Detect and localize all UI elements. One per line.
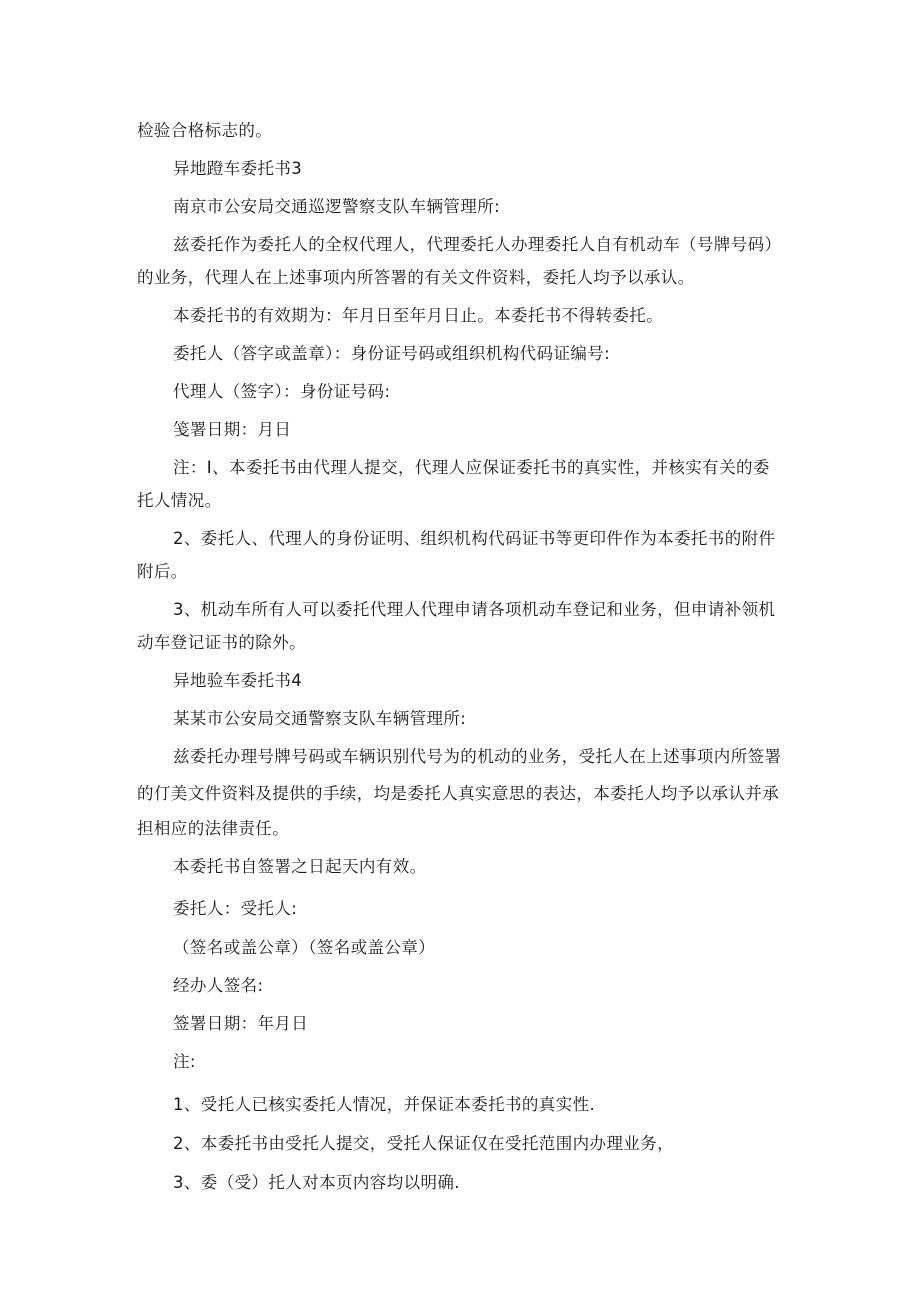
- paragraph-4-line-2: 的仃美文件资料及提供的手续，均是委托人真实意思的表达，本委托人均予以承认并承: [137, 784, 780, 803]
- note-4-1: 1、受托人已核实委托人情况，并保证本委托书的真实性.: [173, 1095, 596, 1114]
- paragraph-3-line-1: 兹委托作为委托人的全权代理人，代理委托人办理委托人自有机动车（号牌号码）: [173, 235, 782, 254]
- paragraph-4-line-1: 兹委托办理号牌号码或车辆识别代号为的机动的业务，受托人在上述事项内所签署: [173, 747, 782, 766]
- principal-line-3: 委托人（答字或盖章）：身份证号码或组织机构代码证编号:: [173, 344, 611, 363]
- validity-4: 本委托书自签署之日起天内有效。: [173, 857, 427, 876]
- note-1-line-2: 托人情况。: [137, 491, 222, 510]
- sign-date-3: 笺署日期：月日: [173, 420, 292, 439]
- note-2-line-2: 附后。: [137, 562, 188, 581]
- handler-line-4: 经办人签名:: [173, 976, 264, 995]
- note-4-2: 2、本委托书由受托人提交，受托人保证仅在受托范围内办理业务，: [173, 1134, 674, 1153]
- note-4-3: 3、委（受）托人对本页内容均以明确.: [173, 1173, 460, 1192]
- addressee-4: 某某市公安局交通警察支队车辆管理所:: [173, 709, 467, 728]
- parties-line-4: 委托人：受托人:: [173, 899, 298, 918]
- note-3-line-2: 动车登记证书的除外。: [137, 633, 306, 652]
- addressee-3: 南京市公安局交通巡逻警察支队车辆管理所:: [173, 197, 501, 216]
- section-title-3: 异地蹬车委托书3: [173, 159, 303, 178]
- note-2-line-1: 2、委托人、代理人的身份证明、组织机构代码证书等更印件作为本委托书的附件: [173, 529, 776, 548]
- paragraph-4-line-3: 担相应的法律责任。: [137, 819, 290, 838]
- seals-line-4: （签名或盖公章）（签名或盖公章）: [173, 938, 436, 957]
- sign-date-4: 签署日期：年月日: [173, 1014, 309, 1033]
- paragraph-3-line-2: 的业务，代理人在上述事项内所答署的有关文件资料，委托人均予以承认。: [137, 268, 695, 287]
- note-label-4: 注:: [173, 1052, 196, 1071]
- paragraph-continuation: 检验合格标志的。: [137, 121, 273, 140]
- note-1-line-1: 注：I、本委托书由代理人提交，代理人应保证委托书的真实性，并核实有关的委: [173, 458, 770, 477]
- agent-line-3: 代理人（签字）：身份证号码:: [173, 382, 391, 401]
- section-title-4: 异地验车委托书4: [173, 671, 303, 690]
- note-3-line-1: 3、机动车所有人可以委托代理人代理申请各项机动车登记和业务，但申请补领机: [173, 600, 776, 619]
- validity-3: 本委托书的有效期为：年月日至年月日止。本委托书不得转委托。: [173, 306, 664, 325]
